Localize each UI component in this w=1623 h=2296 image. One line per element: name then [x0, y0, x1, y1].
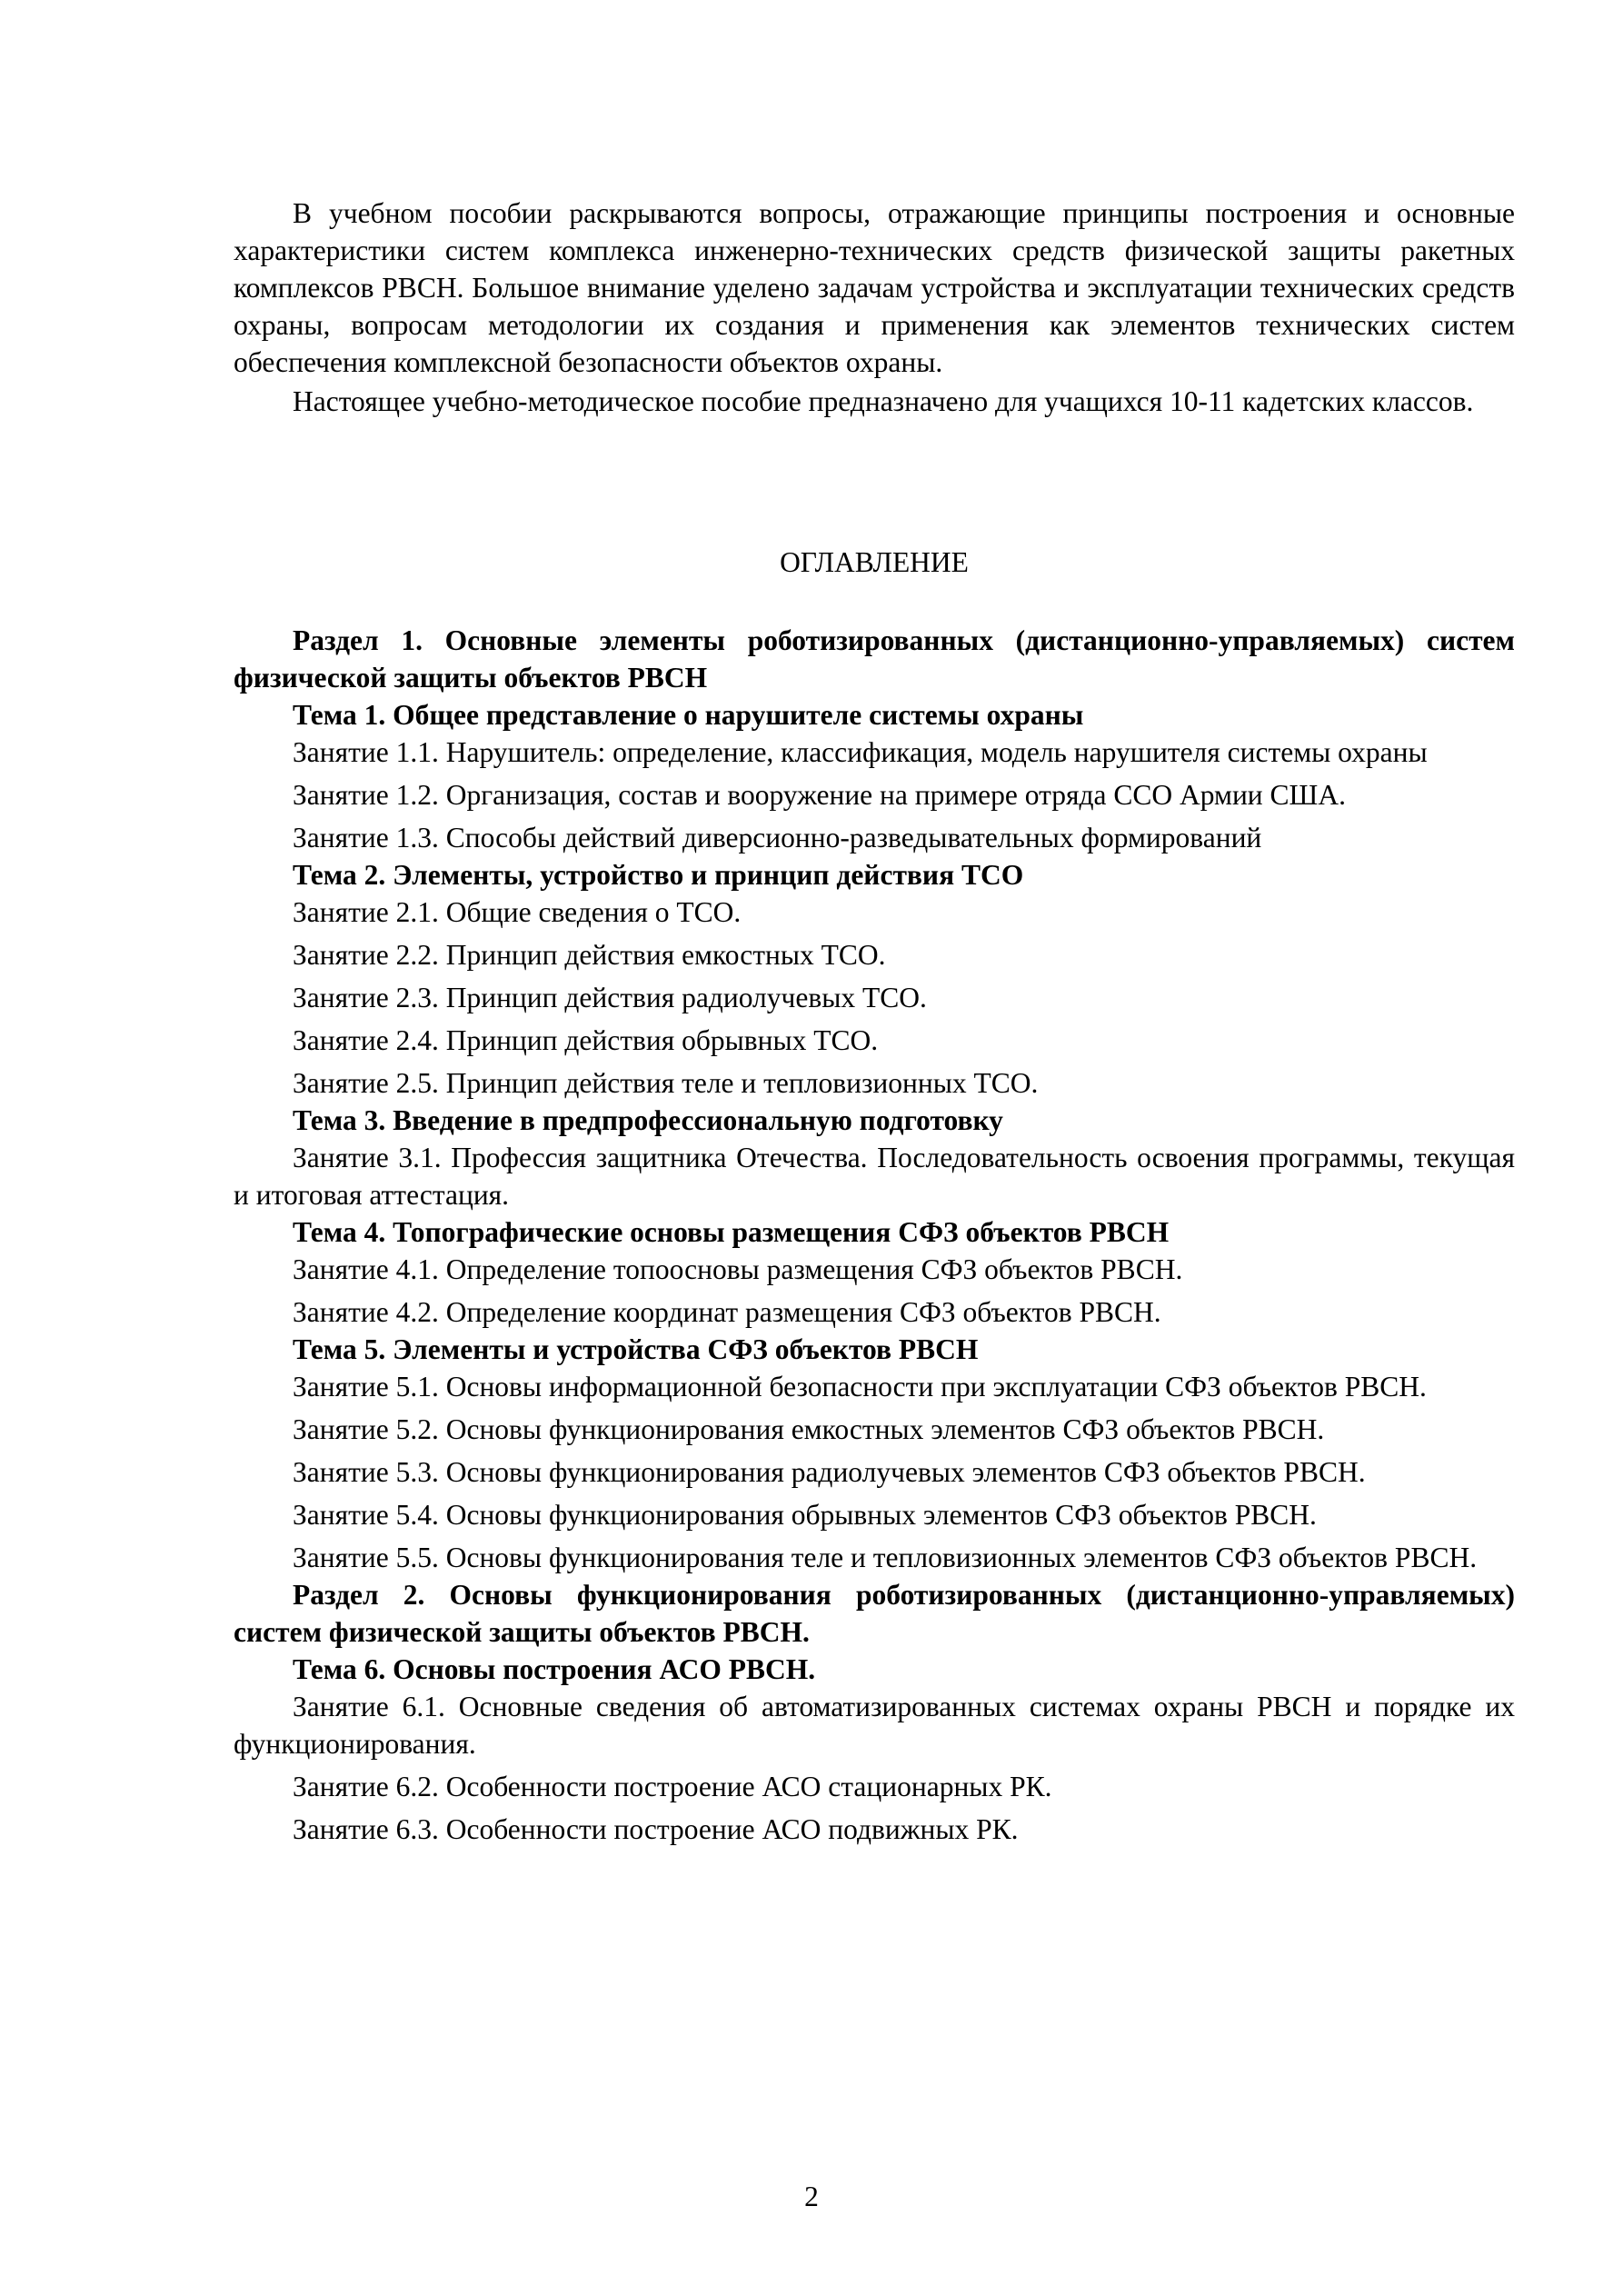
toc-lesson-4-2: Занятие 4.2. Определение координат размещения СФЗ объектов РВСН.: [293, 1296, 1161, 1328]
toc-lesson-2-1: Занятие 2.1. Общие сведения о ТСО.: [293, 896, 742, 928]
toc-lesson-5-1: Занятие 5.1. Основы информационной безопасности при эксплуатации СФЗ объектов РВСН.: [293, 1371, 1427, 1403]
toc-topic-6: Тема 6. Основы построения АСО РВСН.: [293, 1653, 816, 1685]
toc-topic-5: Тема 5. Элементы и устройства СФЗ объектов РВСН: [293, 1333, 979, 1365]
toc-lesson-5-2: Занятие 5.2. Основы функционирования емкостных элементов СФЗ объектов РВСН.: [293, 1413, 1325, 1445]
toc-lesson-1-3: Занятие 1.3. Способы действий диверсионно-разведывательных формирований: [293, 822, 1262, 854]
toc-section-2: Раздел 2. Основы функционирования роботизированных (дистанционно-управляемых) систем физической защиты объектов РВСН.: [234, 1579, 1515, 1648]
toc-lesson-2-5: Занятие 2.5. Принцип действия теле и тепловизионных ТСО.: [293, 1067, 1039, 1099]
toc-lesson-2-3: Занятие 2.3. Принцип действия радиолучевых ТСО.: [293, 982, 927, 1013]
toc-lesson-6-3: Занятие 6.3. Особенности построение АСО подвижных РК.: [293, 1813, 1019, 1845]
toc-topic-1: Тема 1. Общее представление о нарушителе системы охраны: [293, 699, 1084, 731]
toc-lesson-3-1: Занятие 3.1. Профессия защитника Отечества. Последовательность освоения программы, текущая и итоговая аттестация.: [234, 1142, 1515, 1211]
toc-lesson-6-2: Занятие 6.2. Особенности построение АСО стационарных РК.: [293, 1771, 1052, 1802]
toc-lesson-2-2: Занятие 2.2. Принцип действия емкостных ТСО.: [293, 939, 886, 971]
page-content: [234, 195, 1515, 1848]
toc-lesson-5-5: Занятие 5.5. Основы функционирования теле и тепловизионных элементов СФЗ объектов РВСН.: [293, 1542, 1478, 1573]
intro-paragraph-1: В учебном пособии раскрываются вопросы, отражающие принципы построения и основные характеристики систем комплекса инженерно-технических средств физической защиты ракетных комплексов РВСН. Большое внимание уделено задачам устройства и эксплуатации технических средств охраны, вопросам методологии их создания и применения как элементов технических систем обеспечения комплексной безопасности объектов охраны.: [234, 197, 1515, 378]
toc-lesson-1-2: Занятие 1.2. Организация, состав и вооружение на примере отряда ССО Армии США.: [293, 779, 1346, 811]
toc-topic-4: Тема 4. Топографические основы размещения СФЗ объектов РВСН: [293, 1216, 1170, 1248]
toc-lesson-6-1: Занятие 6.1. Основные сведения об автоматизированных системах охраны РВСН и порядке их функционирования.: [234, 1691, 1515, 1760]
page-number: 2: [804, 2181, 819, 2212]
toc-topic-3: Тема 3. Введение в предпрофессиональную подготовку: [293, 1104, 1003, 1136]
intro-paragraph-2: Настоящее учебно-методическое пособие предназначено для учащихся 10-11 кадетских классов.: [293, 385, 1474, 417]
toc-section-1: Раздел 1. Основные элементы роботизированных (дистанционно-управляемых) систем физической защиты объектов РВСН: [234, 624, 1515, 694]
toc-lesson-1-1: Занятие 1.1. Нарушитель: определение, классификация, модель нарушителя системы охраны: [293, 736, 1428, 768]
toc-lesson-5-4: Занятие 5.4. Основы функционирования обрывных элементов СФЗ объектов РВСН.: [293, 1499, 1317, 1531]
toc-lesson-4-1: Занятие 4.1. Определение топоосновы размещения СФЗ объектов РВСН.: [293, 1253, 1183, 1285]
toc-lesson-2-4: Занятие 2.4. Принцип действия обрывных ТСО.: [293, 1024, 879, 1056]
toc-lesson-5-3: Занятие 5.3. Основы функционирования радиолучевых элементов СФЗ объектов РВСН.: [293, 1456, 1366, 1488]
table-of-contents: [234, 622, 1515, 1848]
toc-topic-2: Тема 2. Элементы, устройство и принцип действия ТСО: [293, 859, 1024, 891]
toc-title: ОГЛАВЛЕНИЕ: [780, 546, 969, 578]
